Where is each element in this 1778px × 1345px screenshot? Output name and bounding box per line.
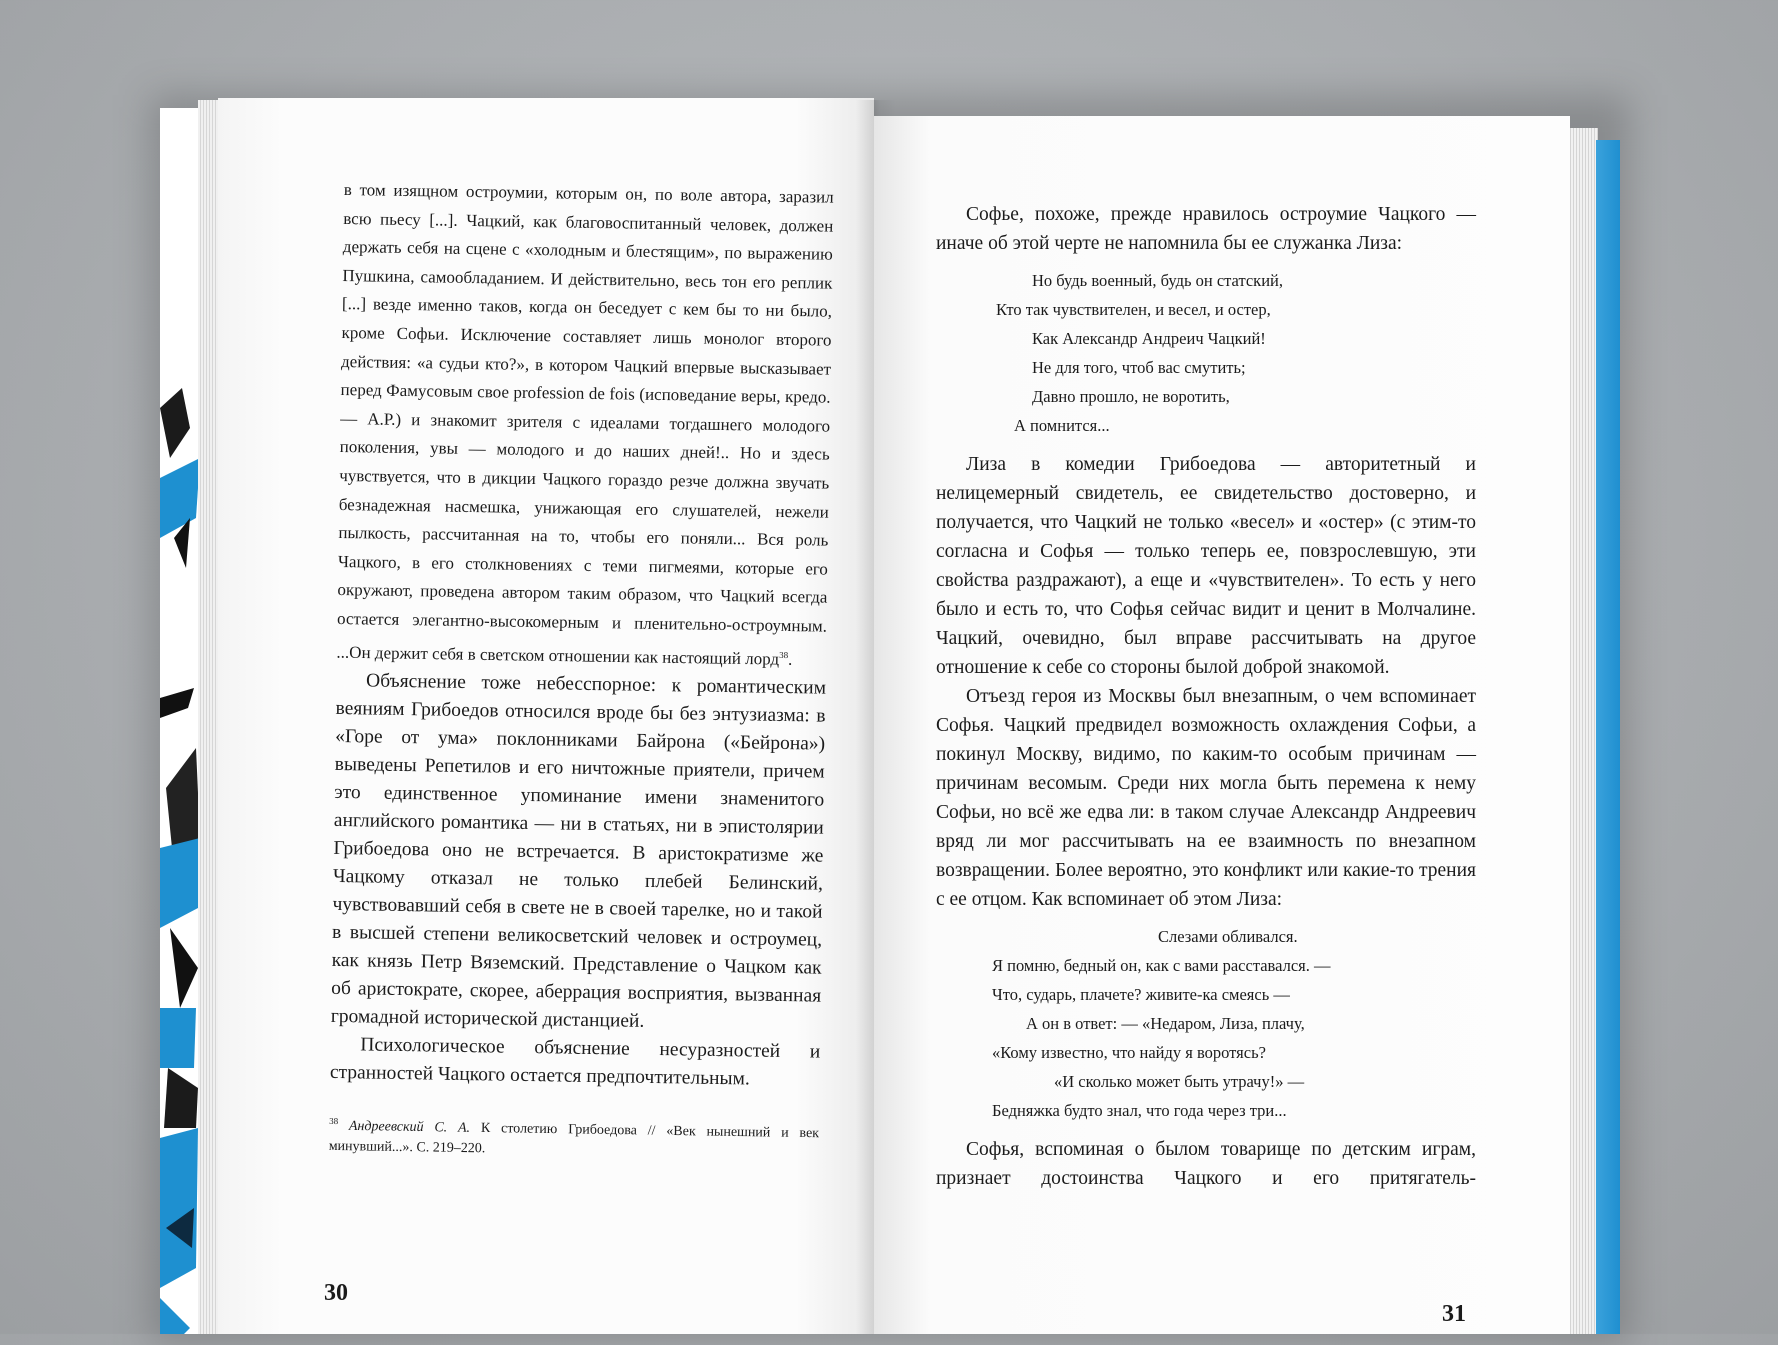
footnote-number: 38 bbox=[329, 1115, 339, 1126]
verse-quote bbox=[936, 266, 1476, 440]
body-paragraph: Софья, вспоминая о былом товарище по детским играм, признает достоинства Чацкого и его притягатель- bbox=[936, 1139, 1476, 1189]
quote-text: в том изящном остроумии, которым он, по воле автора, заразил всю пьесу [...]. Чацкий, как благовоспитанный человек, должен держать себя на сцене с «холодным и блестящим», по выражению Пушкина, самообладанием. И действительно, весь тон его реплик [...] везде именно таков, когда он беседует с кем бы то ни было, кроме Софьи. Исключение составляет лишь монолог второго действия: «а судьи кто?», в котором Чацкий впервые высказывает перед Фамусовым свое profession de fois (исповедание веры, кредо. — А.Р.) и знакомит зрителя с идеалами тогдашнего молодого поколения, увы — молодого и до наших дней!.. Но и здесь чувствуется, что в дикции Чацкого гораздо резче должна звучать безнадежная насмешка, унижающая его слушателей, нежели пылкость, рассчитанная на то, чтобы его поняли... Вся роль Чацкого, в его столкновениях с теми пигмеями, которые его окружают, проведена автором таким образом, что Чацкий всегда остается элегантно-высокомерным и пленительно-остроумным. ...Он держит себя в светском отношении как настоящий лорд bbox=[336, 179, 834, 669]
body-paragraph: Софье, похоже, прежде нравилось остроумие Чацкого — иначе об этой черте не напомнила бы ее служанка Лиза: bbox=[936, 204, 1476, 254]
verse-line: «Кому известно, что найду я воротясь? bbox=[992, 1043, 1266, 1062]
body-paragraph: Лиза в комедии Грибоедова — авторитетный и нелицемерный свидетель, ее свидетельство достоверно, и получается, что Чацкий не только «весел» и «остер» (с этим-то согласна и Софья — только теперь ее, повзрослевшую, эти свойства раздражают), а еще и «чувствителен». То есть у него было и есть то, что Софья сейчас видит и ценит в Молчалине. Чацкий, очевидно, был вправе рассчитывать на другое отношение к себе со стороны былой доброй знакомой. bbox=[936, 454, 1476, 678]
quote-paragraph: в том изящном остроумии, которым он, по воле автора, заразил всю пьесу [...]. Чацкий, как благовоспитанный человек, должен держать себя на сцене с «холодным и блестящим», по выражению Пушкина, самообладанием. И действительно, весь тон его реплик [...] везде именно таков, когда он беседует с кем бы то ни было, кроме Софьи. Исключение составляет лишь монолог второго действия: «а судьи кто?», в котором Чацкий впервые высказывает перед Фамусовым свое profession de fois (исповедание веры, кредо. — А.Р.) и знакомит зрителя с идеалами тогдашнего молодого поколения, увы — молодого и до наших дней!.. Но и здесь чувствуется, что в дикции Чацкого гораздо резче должна звучать безнадежная насмешка, унижающая его слушателей, нежели пылкость, рассчитанная на то, чтобы его поняли... Вся роль Чацкого, в его столкновениях с теми пигмеями, которые его окружают, проведена автором таким образом, что Чацкий всегда остается элегантно-высокомерным и пленительно-остроумным. ...Он держит себя в светском отношении как настоящий лорд$^{38}$. bbox=[336, 179, 834, 669]
verse-line: А он в ответ: — «Недаром, Лиза, плачу, bbox=[1026, 1014, 1305, 1033]
verse-line: Слезами обливался. bbox=[1158, 927, 1298, 946]
verse-quote bbox=[936, 922, 1476, 1125]
right-page bbox=[874, 116, 1570, 1334]
footnote-ref: 38 bbox=[779, 649, 789, 660]
right-page-text bbox=[936, 200, 1476, 1193]
footnote-text: К столетию Грибоедова // «Век нынешний и век минувший...». С. 219–220. bbox=[328, 1120, 820, 1157]
verse-line: Но будь военный, будь он статский, bbox=[1032, 271, 1283, 290]
page-number: 30 bbox=[324, 1280, 348, 1306]
footnote bbox=[329, 1111, 820, 1165]
left-page bbox=[218, 98, 874, 1334]
left-page-text bbox=[329, 176, 834, 1165]
verse-line: Как Александр Андреич Чацкий! bbox=[1032, 329, 1266, 348]
page-number: 31 bbox=[1442, 1301, 1466, 1327]
verse-line: Давно прошло, не воротить, bbox=[1032, 387, 1230, 406]
verse-line: Я помню, бедный он, как с вами расставался. — bbox=[992, 956, 1331, 975]
verse-line: Что, сударь, плачете? живите-ка смеясь — bbox=[992, 985, 1290, 1004]
body-paragraph: Психологическое объяснение несуразностей и странностей Чацкого остается предпочтительным. bbox=[329, 1034, 821, 1090]
footnote-author: Андреевский С. А. bbox=[348, 1118, 471, 1136]
verse-line: Бедняжка будто знал, что года через три... bbox=[992, 1101, 1287, 1120]
page-edges-right bbox=[1568, 128, 1598, 1334]
body-paragraph: Отъезд героя из Москвы был внезапным, о чем вспоминает Софья. Чацкий предвидел возможность охлаждения Софьи, а покинул Москву, видимо, по каким-то особым причинам — причинам весомым. Среди них могла быть перемена к нему Софьи, но всё же едва ли: в таком случае Александр Андреевич вряд ли мог рассчитывать на ее взаимность по внезапном возвращении. Более вероятно, это конфликт или какие-то трения с ее отцом. Как вспоминает об этом Лиза: bbox=[936, 686, 1476, 910]
verse-line: А помнится... bbox=[1014, 416, 1110, 435]
verse-line: Не для того, чтоб вас смутить; bbox=[1032, 358, 1246, 377]
book-cover-right-edge bbox=[1596, 140, 1620, 1334]
verse-line: «И сколько может быть утрачу!» — bbox=[1054, 1072, 1305, 1091]
verse-line: Кто так чувствителен, и весел, и остер, bbox=[996, 300, 1271, 319]
body-paragraph: Объяснение тоже небесспорное: к романтическим веяниям Грибоедов относился вроде бы без энтузиазма: в «Горе от ума» поклонниками Байрона («Бейрона») выведены Репетилов и его ничтожные приятели, причем это единственное упоминание имени знаменитого английского романтика — ни в статьях, ни в эпистолярии Грибоедова оно не встречается. В аристократизме же Чацкому отказал не только плебей Белинский, чувствовавший себя в свете не в своей тарелке, но и такой в высшей степени великосветский человек и остроумец, как князь Петр Вяземский. Представление о Чацком как об аристократе, скорее, аберрация восприятия, вызванная громадной исторической дистанцией. bbox=[330, 670, 827, 1032]
